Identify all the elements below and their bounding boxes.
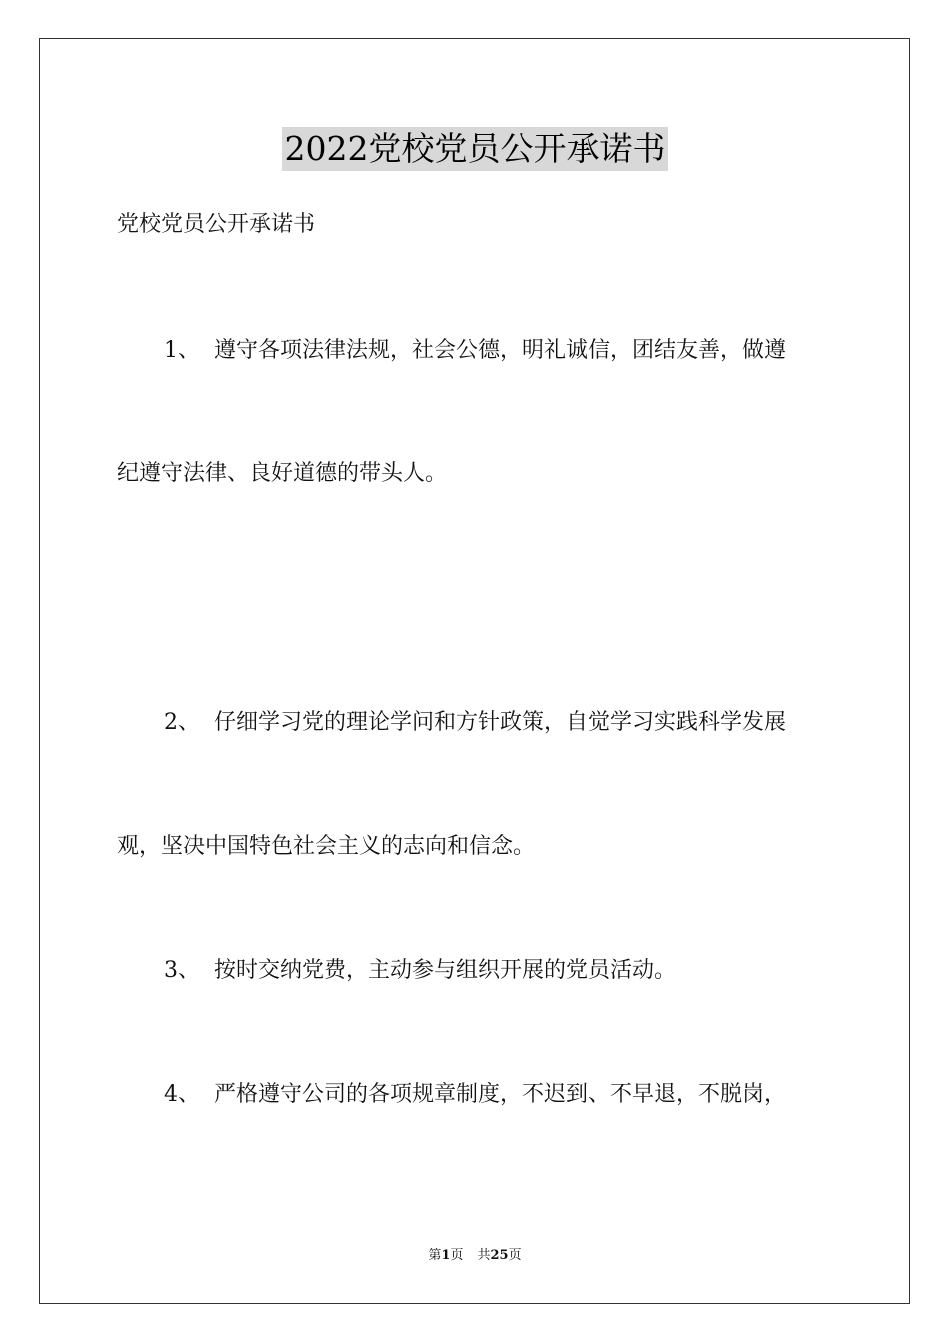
page-current: 1 — [441, 1248, 451, 1263]
list-item-1-first-line — [164, 336, 786, 366]
list-item-1-number: 1、 — [164, 338, 200, 363]
list-item-3-text: 按时交纳党费，主动参与组织开展的党员活动。 — [214, 958, 677, 983]
total-suffix: 页 — [508, 1248, 522, 1263]
list-item-1-text: 遵守各项法律法规，社会公德，明礼诚信，团结友善，做遵 — [214, 338, 787, 363]
list-item-2-text: 仔细学习党的理论学问和方针政策，自觉学习实践科学发展 — [214, 710, 787, 735]
list-item-2-number: 2、 — [164, 710, 200, 735]
list-item-2-first-line — [164, 708, 786, 738]
document-subtitle: 党校党员公开承诺书 — [117, 212, 316, 237]
page-prefix: 第 — [428, 1248, 442, 1263]
list-item-1-continuation: 纪遵守法律、良好道德的带头人。 — [117, 461, 448, 486]
list-item-3-number: 3、 — [164, 958, 200, 983]
list-item-4-number: 4、 — [164, 1082, 200, 1107]
list-item-2-continuation: 观，坚决中国特色社会主义的志向和信念。 — [117, 834, 536, 859]
list-item-4-first-line — [164, 1080, 786, 1110]
document-title: 2022党校党员公开承诺书 — [282, 127, 669, 171]
list-item-4-text: 严格遵守公司的各项规章制度，不迟到、不早退，不脱岗， — [214, 1082, 787, 1107]
list-item-3-first-line — [164, 956, 676, 986]
total-pages: 25 — [490, 1248, 509, 1263]
total-prefix: 共 — [477, 1248, 491, 1263]
page-indicator — [0, 1247, 950, 1265]
page-suffix: 页 — [450, 1248, 464, 1263]
title-container — [0, 127, 950, 171]
